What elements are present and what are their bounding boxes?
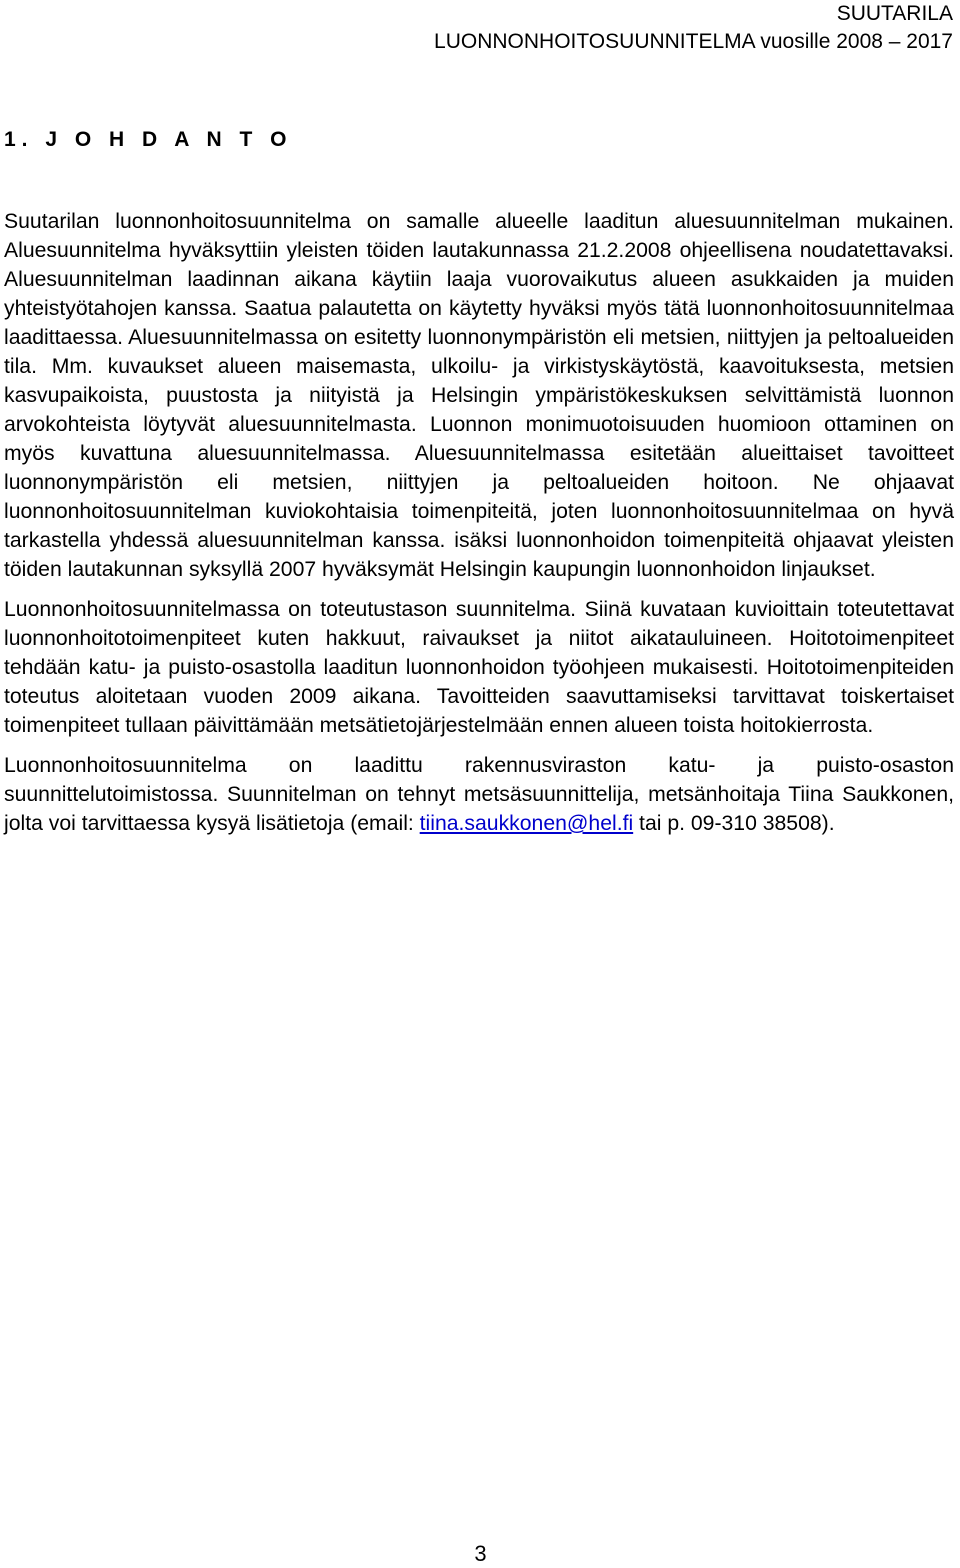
header-subtitle: LUONNONHOITOSUUNNITELMA vuosille 2008 – 2017 (434, 30, 953, 53)
paragraph-implementation: Luonnonhoitosuunnitelmassa on toteutustason suunnitelma. Siinä kuvataan kuvioittain toteutettavat luonnonhoitotoimenpiteet kuten hakkuut, raivaukset ja niitot aikatauluineen. Hoitotoimenpiteet tehdään katu- ja puisto-osastolla laaditun luonnonhoidon työohjeen mukaisesti. Hoitotoimenpiteiden toteutus aloitetaan vuoden 2009 aikana. Tavoitteiden saavuttamiseksi tarvittavat toiskertaiset toimenpiteet tullaan päivittämään metsätietojärjestelmään ennen alueen toista hoitokierrosta. (4, 598, 954, 737)
header-title: SUUTARILA (836, 2, 953, 25)
paragraph-contact (4, 751, 954, 838)
contact-text-after: tai p. 09-310 38508). (633, 812, 835, 835)
running-header (434, 0, 953, 56)
email-link[interactable]: tiina.saukkonen@hel.fi (419, 812, 634, 835)
paragraph-intro: Suutarilan luonnonhoitosuunnitelma on samalle alueelle laaditun aluesuunnitelman mukainen. Aluesuunnitelma hyväksyttiin yleisten töiden lautakunnassa 21.2.2008 ohjeellisena noudatettavaksi. Aluesuunnitelman laadinnan aikana käytiin laaja vuorovaikutus alueen asukkaiden ja muiden yhteistyötahojen kanssa. Saatua palautetta on käytetty hyväksi myös tätä luonnonhoitosuunnitelmaa laadittaessa. Aluesuunnitelmassa on esitetty luonnonympäristön eli metsien, niittyjen ja peltoalueiden tila. Mm. kuvaukset alueen maisemasta, ulkoilu- ja virkistyskäytöstä, kaavoituksesta, metsien kasvupaikoista, puustosta ja niityistä ja Helsingin ympäristökeskuksen selvittämistä luonnon arvokohteista löytyvät aluesuunnitelmasta. Luonnon monimuotoisuuden huomioon ottaminen on myös kuvattuna aluesuunnitelmassa. Aluesuunnitelmassa esitetään alueittaiset tavoitteet luonnonympäristön eli metsien, niittyjen ja peltoalueiden hoitoon. Ne ohjaavat luonnonhoitosuunnitelman kuviokohtaisia toimenpiteitä, joten luonnonhoitosuunnitelmaa on hyvä tarkastella yhdessä aluesuunnitelman kanssa. isäksi luonnonhoidon toimenpiteitä ohjaavat yleisten töiden lautakunnan syksyllä 2007 hyväksymät Helsingin kaupungin luonnonhoidon linjaukset. (4, 210, 954, 581)
section-heading: 1. J O H D A N T O (4, 128, 293, 151)
page-number: 3 (474, 1541, 487, 1566)
contact-text-before: Luonnonhoitosuunnitelma on laadittu rakennusviraston katu- ja puisto-osaston suunnittelutoimistossa. Suunnitelman on tehnyt metsäsuunnittelija, metsänhoitaja Tiina Saukkonen, jolta voi tarvittaessa kysyä lisätietoja (email: (4, 754, 954, 835)
body-text (4, 207, 954, 849)
